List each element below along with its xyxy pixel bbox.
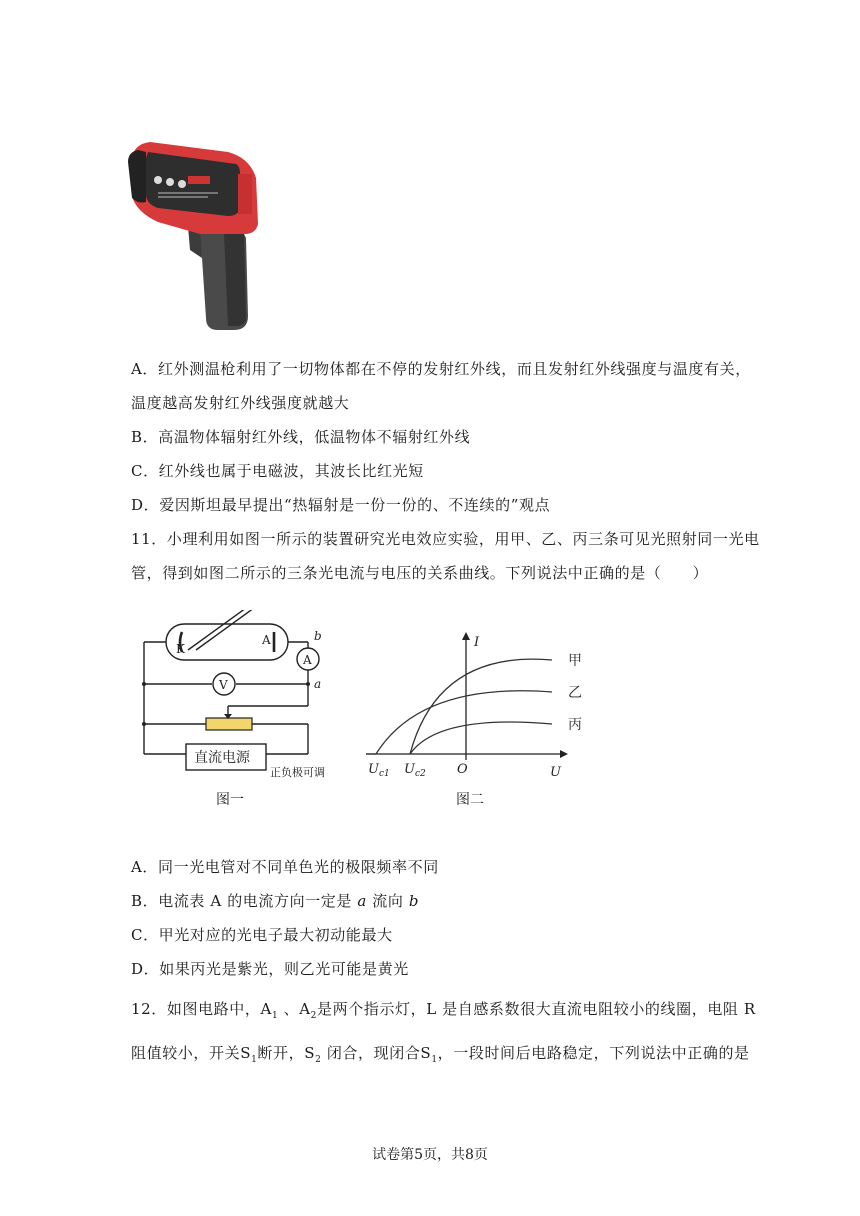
u-axis-label: U [550,765,561,780]
terminal-a-label: a [314,677,322,691]
series-label-1: 甲 [568,653,582,669]
figure2-caption: 图二 [456,792,484,808]
iv-curve-3 [410,722,552,754]
page-footer: 试卷第5页，共8页 [372,1147,488,1163]
voltmeter-symbol: V [219,678,228,692]
q12-stem-line1: 12．如图电路中，$A_1$ 、$A_2$是两个指示灯，L 是自感系数很大直流电阻较小的线圈，电阻 R [131,1000,756,1021]
anode-label: A [262,633,271,647]
rheostat [206,718,252,730]
ammeter-symbol: A [303,653,312,667]
option-a-line1: A．红外测温枪利用了一切物体都在不停的发射红外线，而且发射红外线强度与温度有关， [131,360,751,378]
option-c: C．红外线也属于电磁波，其波长比红光短 [131,462,424,480]
q11-stem-line2: 管，得到如图二所示的三条光电流与电压的关系曲线。下列说法中正确的是（ ） [131,564,709,582]
option-b: B．高温物体辐射红外线，低温物体不辐射红外线 [131,428,471,446]
uc1-label: $U_{c1}$ [368,762,390,779]
circuit-diagram [136,610,352,780]
adjustable-label: 正负极可调 [270,766,325,779]
option-d: D．爱因斯坦最早提出“热辐射是一份一份的、不连续的”观点 [131,496,551,514]
option-a-line2: 温度越高发射红外线强度就越大 [131,394,350,412]
q12-stem-line2: 阻值较小，开关$S_1$断开，$S_2$ 闭合，现闭合$S_1$，一段时间后电路稳定，下列说法中正确的是 [131,1044,750,1065]
q11-option-a: A．同一光电管对不同单色光的极限频率不同 [131,858,439,876]
figure1-caption: 图一 [216,792,244,808]
series-label-3: 丙 [568,717,582,733]
power-source-label: 直流电源 [194,750,250,766]
infrared-thermometer-image [128,138,266,336]
q11-option-c: C．甲光对应的光电子最大初动能最大 [131,926,393,944]
q11-option-b: B．电流表 A 的电流方向一定是 a 流向 b [131,892,420,910]
iv-curve-chart [360,630,600,780]
q11-option-d: D．如果丙光是紫光，则乙光可能是黄光 [131,960,409,978]
series-label-2: 乙 [568,685,582,701]
i-axis-label: I [474,635,480,650]
q11-stem-line1: 11．小理利用如图一所示的装置研究光电效应实验，用甲、乙、丙三条可见光照射同一光电 [131,530,760,548]
terminal-b-label: b [314,629,322,643]
uc2-label: $U_{c2}$ [404,762,426,779]
cathode-label: K [176,642,185,656]
origin-label: O [457,762,468,777]
